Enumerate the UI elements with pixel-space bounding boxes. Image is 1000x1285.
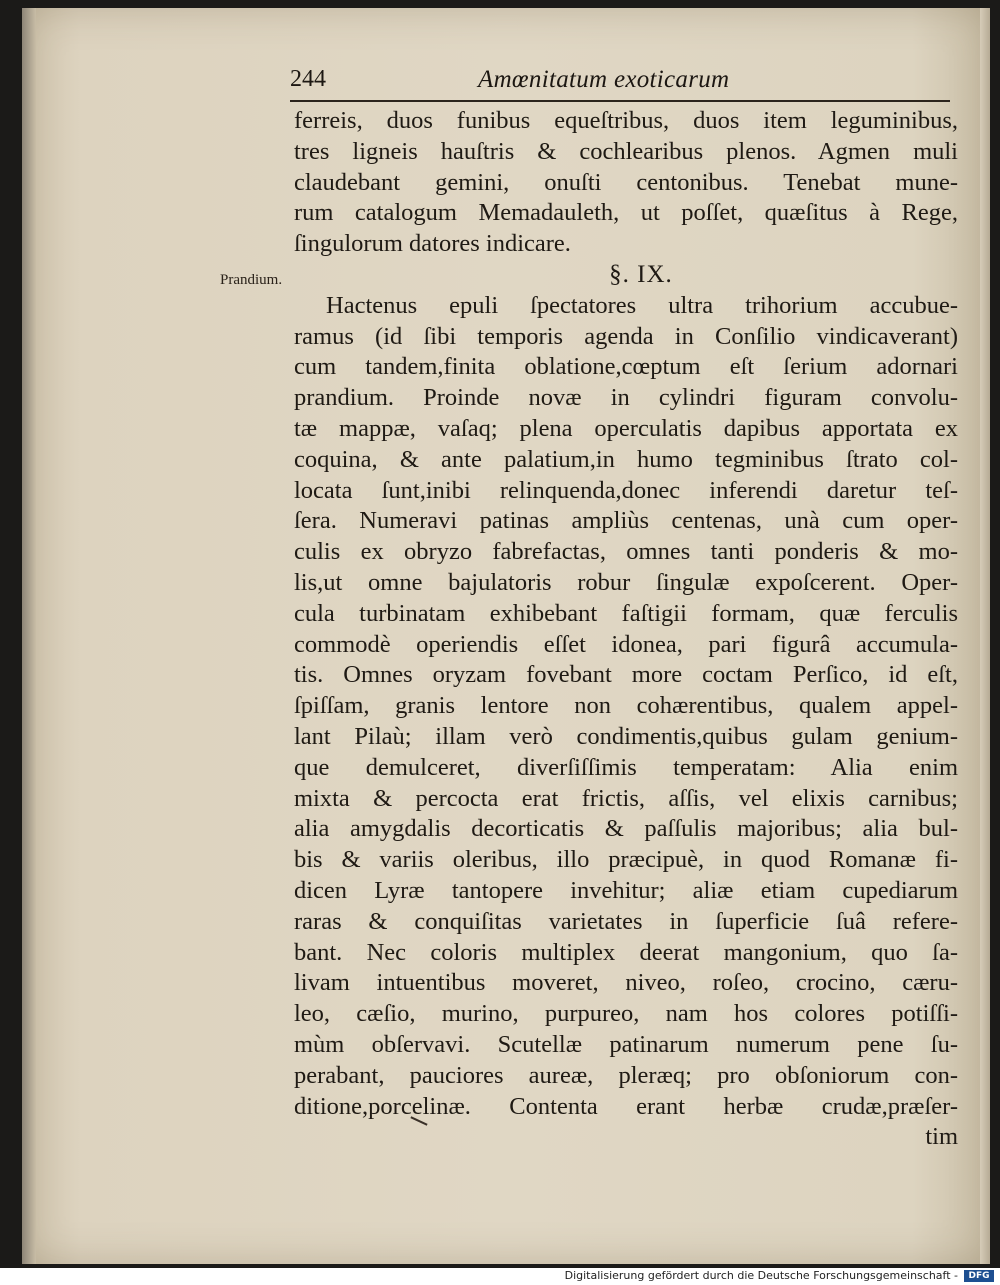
text-line: ſingulorum datores indicare. — [294, 230, 571, 258]
running-title: Amœnitatum exoticarum — [478, 66, 730, 93]
catchword: tim — [925, 1123, 958, 1151]
text-line: cula turbinatam exhibebant faſtigii formam, quæ ferculis — [294, 599, 958, 627]
page-gutter — [22, 8, 36, 1264]
text-line: livam intuentibus moveret, niveo, roſeo, crocino, cæru- — [294, 969, 958, 997]
text-line: ferreis, duos funibus equeſtribus, duos item leguminibus, — [294, 107, 958, 134]
text-line: que demulceret, diverſiſſimis temperatam: Alia enim — [294, 753, 958, 781]
text-line: bant. Nec coloris multiplex deerat mangonium, quo ſa- — [294, 938, 958, 966]
text-line: ſera. Numeravi patinas ampliùs centenas, unà cum oper- — [294, 507, 958, 535]
text-line: perabant, pauciores aureæ, pleræq; pro obſoniorum con- — [294, 1061, 958, 1089]
text-line: lant Pilaù; illam verò condimentis,quibus gulam genium- — [294, 722, 958, 750]
text-line: rum catalogum Memadauleth, ut poſſet, quæſitus à Rege, — [294, 199, 958, 227]
footer-bar — [0, 1268, 1000, 1285]
text-line: tres ligneis hauſtris & cochlearibus plenos. Agmen muli — [294, 137, 958, 165]
text-line: coquina, & ante palatium,in humo tegminibus ſtrato col- — [294, 445, 958, 473]
section-heading: §. IX. — [609, 260, 673, 288]
text-line: ramus (id ſibi temporis agenda in Conſilio vindicaverant) — [294, 322, 958, 350]
text-line: prandium. Proinde novæ in cylindri figuram convolu- — [294, 384, 958, 412]
text-line: ſpiſſam, granis lentore non cohærentibus, qualem appel- — [294, 692, 958, 720]
text-line: culis ex obryzo fabrefactas, omnes tanti ponderis & mo- — [294, 538, 958, 566]
page-number: 244 — [290, 66, 326, 92]
text-line: tæ mappæ, vaſaq; plena operculatis dapibus apportata ex — [294, 414, 958, 442]
text-line: ditione,porcelinæ. Contenta erant herbæ crudæ,præſer- — [294, 1092, 958, 1120]
text-line: lis,ut omne bajulatoris robur ſingulæ expoſcerent. Oper- — [294, 568, 958, 596]
body-text — [294, 106, 958, 1153]
running-head — [290, 66, 930, 102]
text-line: tis. Omnes oryzam fovebant more coctam Perſico, id eſt, — [294, 661, 958, 689]
text-line: dicen Lyræ tantopere invehitur; aliæ etiam cupediarum — [294, 876, 958, 904]
text-line: cum tandem,finita oblatione,cœptum eſt ſerium adornari — [294, 353, 958, 381]
page-edge — [980, 8, 990, 1264]
text-line: leo, cæſio, murino, purpureo, nam hos colores potiſſi- — [294, 1000, 958, 1028]
header-rule — [290, 100, 950, 102]
text-line: Hactenus epuli ſpectatores ultra trihorium accubue- — [326, 291, 958, 319]
text-line: mùm obſervavi. Scutellæ patinarum numerum pene ſu- — [294, 1030, 958, 1058]
text-line: alia amygdalis decorticatis & paſſulis majoribus; alia bul- — [294, 815, 958, 843]
text-line: claudebant gemini, onuſti centonibus. Tenebat mune- — [294, 168, 958, 196]
dfg-logo-icon: DFG — [964, 1270, 994, 1282]
text-line: mixta & percocta erat frictis, aſſis, vel elixis carnibus; — [294, 784, 958, 812]
marginal-note: Prandium. — [220, 272, 283, 288]
text-line: bis & variis oleribus, illo præcipuè, in quod Romanæ fi- — [294, 846, 958, 874]
text-line: locata ſunt,inibi relinquenda,donec inferendi daretur teſ- — [294, 476, 958, 504]
funding-credit: Digitalisierung gefördert durch die Deutsche Forschungsgemeinschaft - — [564, 1269, 958, 1282]
text-line: commodè operiendis eſſet idonea, pari figurâ accumula- — [294, 630, 958, 658]
text-line: raras & conquiſitas varietates in ſuperficie ſuâ refere- — [294, 907, 958, 935]
